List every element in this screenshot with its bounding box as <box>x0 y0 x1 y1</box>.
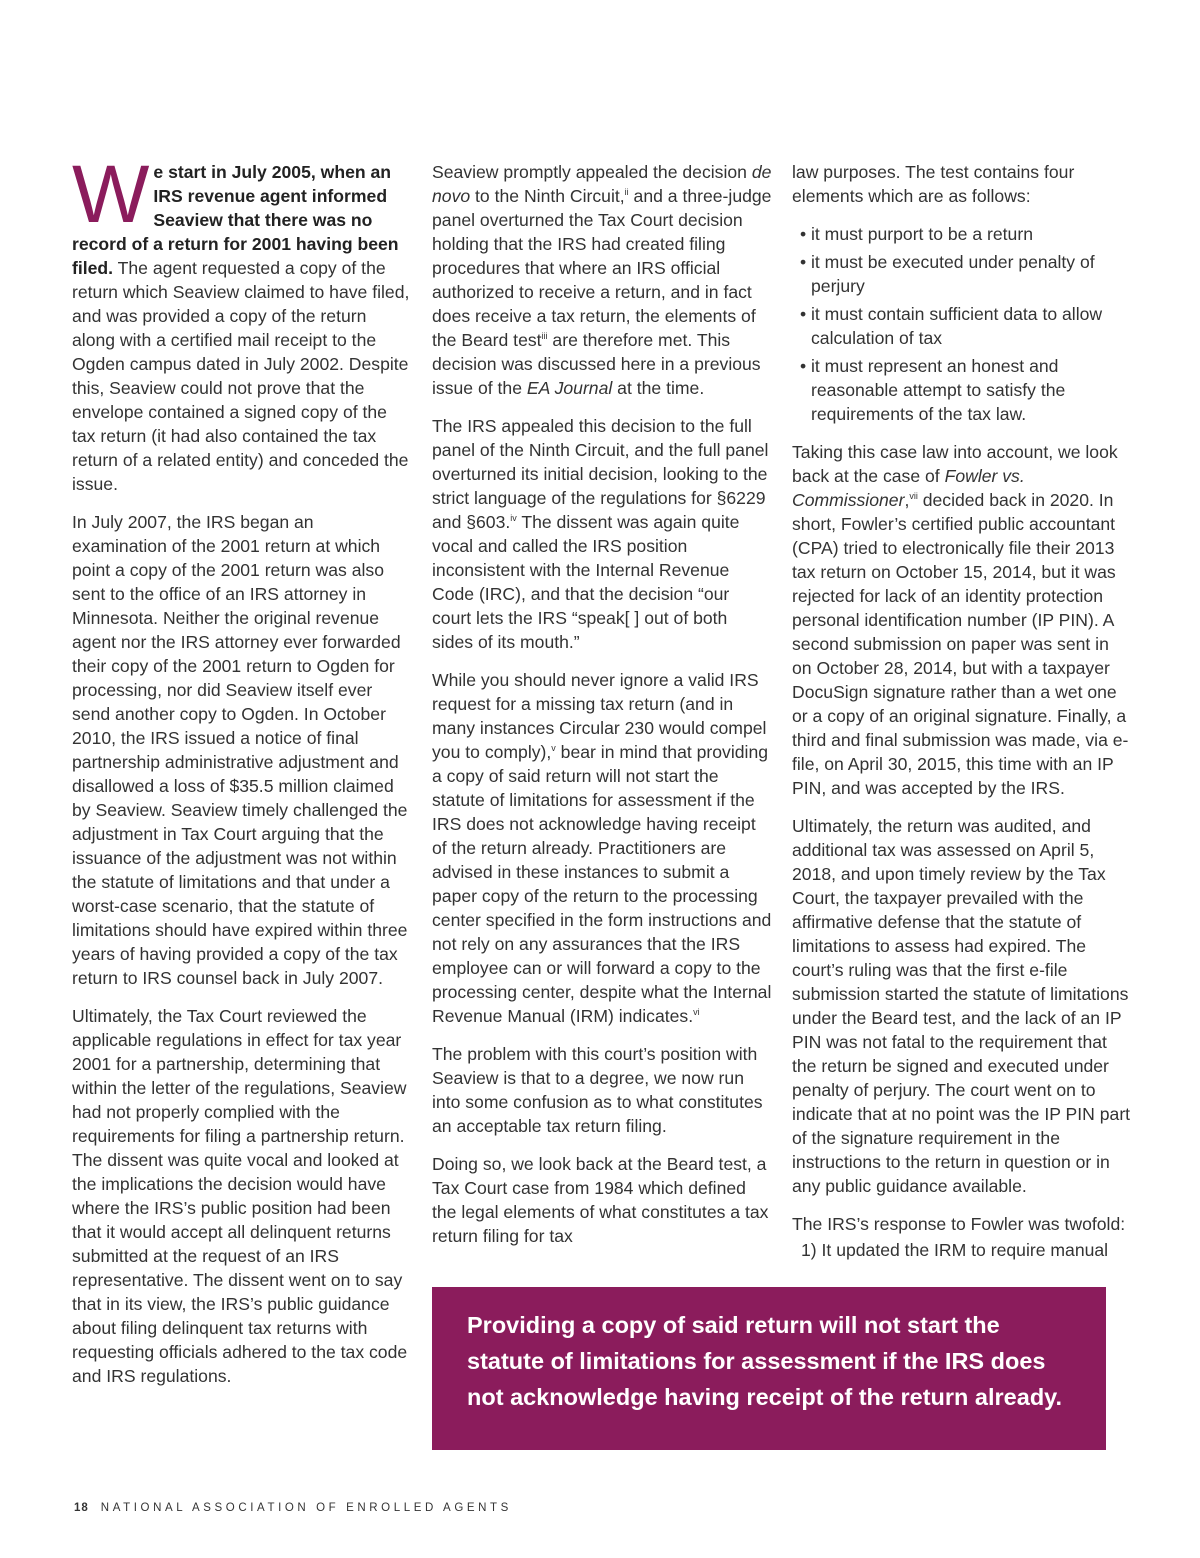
italic-text: EA Journal <box>526 378 613 398</box>
paragraph <box>792 440 1132 800</box>
lead-in-text: e start in July 2005, when an IRS revenue agent informed Seaview that there was no record of a return for 2001 having been filed. <box>72 162 399 278</box>
column-2 <box>432 160 772 1262</box>
text-run: The IRS appealed this decision to the full panel of the Ninth Circuit, and the full panel overturned its initial decision, looking to the strict language of the regulations for §6229 and §603. <box>432 416 769 532</box>
footnote-marker: ii <box>624 187 629 198</box>
text-run: Seaview promptly appealed the decision <box>432 162 752 182</box>
text-run: Taking this case law into account, we look back at the case of <box>792 442 1118 486</box>
text-run: While you should never ignore a valid IRS request for a missing tax return (and in many instances Circular 230 would compel you to comply), <box>432 670 767 762</box>
text-run: at the time. <box>612 378 705 398</box>
page-number: 18 <box>74 1502 89 1514</box>
page-footer <box>74 1502 512 1514</box>
publication-name: NATIONAL ASSOCIATION OF ENROLLED AGENTS <box>100 1502 512 1514</box>
numbered-item: 1) It updated the IRM to require manual <box>801 1240 1109 1260</box>
footnote-marker: iii <box>541 331 548 342</box>
footnote-marker: vii <box>909 491 918 502</box>
paragraph: Ultimately, the Tax Court reviewed the applicable regulations in effect for tax year 2001 for a partnership, determining that within the letter of the regulations, Seaview had not properly complied with the requirements for filing a partnership return. The dissent was quite vocal and looked at the implications the decision would have where the IRS’s public position had been that it would accept all delinquent returns submitted at the request of an IRS representative. The dissent went on to say that in its view, the IRS’s public guidance about filing delinquent tax returns with requesting officials adhered to the tax code and IRS regulations. <box>72 1006 408 1386</box>
text-run: and a three-judge panel overturned the Tax Court decision holding that the IRS had created filing procedures that where an IRS official authorized to receive a return, and in fact does receive a tax return, the elements of the Beard test <box>432 186 772 350</box>
paragraph <box>72 149 412 496</box>
paragraph-text: The agent requested a copy of the return which Seaview claimed to have filed, and was provided a copy of the return along with a certified mail receipt to the Ogden campus dated in July 2002. Despite this, Seaview could not prove that the envelope contained a signed copy of the tax return (it had also contained the tax return of a related entity) and conceded the issue. <box>72 258 410 494</box>
text-run: bear in mind that providing a copy of said return will not start the statute of limitations for assessment if the IRS does not acknowledge having receipt of the return already. Practitioners are advised in these instances to submit a paper copy of the return to the processing center specified in the form instructions and not rely on any assurances that the IRS employee can or will forward a copy to the processing center, despite what the Internal Revenue Manual (IRM) indicates. <box>432 742 772 1026</box>
paragraph: In July 2007, the IRS began an examination of the 2001 return at which point a copy of the 2001 return was also sent to the office of an IRS attorney in Minnesota. Neither the original revenue agent nor the IRS attorney ever forwarded their copy of the 2001 return to Ogden for processing, nor did Seaview itself ever send another copy to Ogden. In October 2010, the IRS issued a notice of final partnership administrative adjustment and disallowed a loss of $35.5 million claimed by Seaview. Seaview timely challenged the adjustment in Tax Court arguing that the issuance of the adjustment was not within the statute of limitations and that under a worst-case scenario, that the statute of limitations should have expired within three years of having provided a copy of the tax return to IRS counsel back in July 2007. <box>72 512 408 988</box>
footnote-marker: vi <box>693 1007 700 1018</box>
footnote-marker: v <box>551 743 556 754</box>
column-3 <box>792 160 1132 1262</box>
beard-test-list <box>792 222 1132 426</box>
list-item: • it must purport to be a return <box>792 222 1132 246</box>
pull-quote-text: Providing a copy of said return will not start the statute of limitations for assessment if the IRS does not acknowledge having receipt of the return already. <box>467 1312 1063 1410</box>
paragraph: Doing so, we look back at the Beard test, a Tax Court case from 1984 which defined the legal elements of what constitutes a tax return filing for tax <box>432 1154 769 1246</box>
text-run: are therefore met. This decision was discussed here in a previous issue of the <box>432 330 761 398</box>
paragraph: The IRS’s response to Fowler was twofold: <box>792 1214 1126 1234</box>
paragraph <box>432 414 772 654</box>
italic-text: de novo <box>432 162 772 206</box>
paragraph <box>432 160 772 400</box>
paragraph <box>432 668 772 1028</box>
list-item: • it must represent an honest and reasonable attempt to satisfy the requirements of the tax law. <box>792 354 1132 426</box>
text-run: decided back in 2020. In short, Fowler’s certified public accountant (CPA) tried to electronically file their 2013 tax return on October 15, 2014, but it was rejected for lack of an identity protection personal identification number (IP PIN). A second submission on paper was sent in on October 28, 2014, but with a taxpayer DocuSign signature rather than a wet one or a copy of an original signature. Finally, a third and final submission was made, via e-file, on April 30, 2015, this time with an IP PIN, and was accepted by the IRS. <box>792 490 1129 798</box>
list-item: • it must contain sufficient data to allow calculation of tax <box>792 302 1132 350</box>
drop-cap: W <box>72 149 150 240</box>
column-1 <box>72 149 412 1402</box>
text-run: , <box>904 490 910 510</box>
text-run: The dissent was again quite vocal and called the IRS position inconsistent with the Internal Revenue Code (IRC), and that the decision “our court lets the IRS “speak[ ] out of both sides of its mouth.” <box>432 512 740 652</box>
paragraph: Ultimately, the return was audited, and additional tax was assessed on April 5, 2018, and upon timely review by the Tax Court, the taxpayer prevailed with the affirmative defense that the statute of limitations to assess had expired. The court’s ruling was that the first e-file submission started the statute of limitations under the Beard test, and the lack of an IP PIN was not fatal to the requirement that the return be signed and executed under penalty of perjury. The court went on to indicate that at no point was the IP PIN part of the signature requirement in the instructions to the return in question or in any public guidance available. <box>792 816 1131 1196</box>
italic-text: Fowler vs. Commissioner <box>792 466 1025 510</box>
text-run: to the Ninth Circuit, <box>470 186 625 206</box>
list-item: • it must be executed under penalty of perjury <box>792 250 1132 298</box>
pull-quote <box>432 1287 1106 1450</box>
footnote-marker: iv <box>510 513 517 524</box>
paragraph: law purposes. The test contains four elements which are as follows: <box>792 162 1075 206</box>
paragraph: The problem with this court’s position with Seaview is that to a degree, we now run into some confusion as to what constitutes an acceptable tax return filing. <box>432 1044 763 1136</box>
